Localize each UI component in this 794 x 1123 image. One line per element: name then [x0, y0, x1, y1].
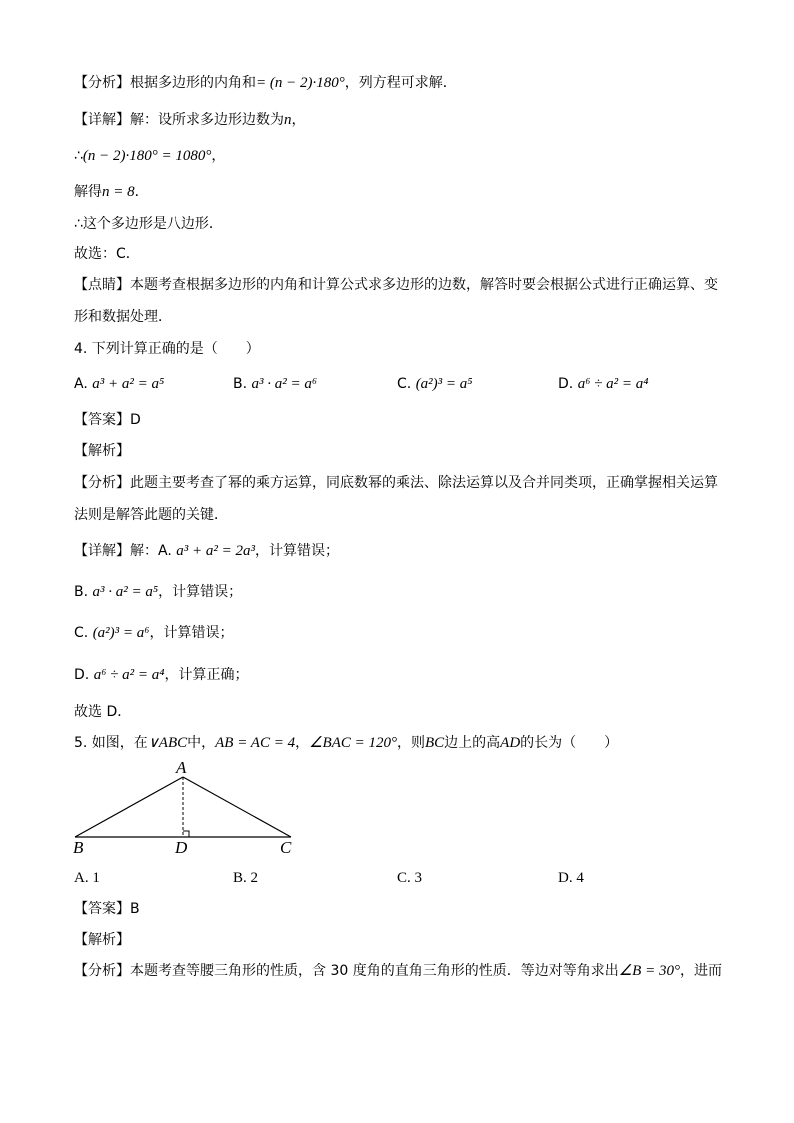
label-c: C: [280, 838, 292, 857]
angle-bac-condition: ∠BAC = 120°: [309, 735, 397, 751]
detail-4-c-verdict: ，计算错误；: [149, 625, 234, 641]
angle-sum-formula: = (n − 2)·180°: [256, 75, 345, 91]
explanation-5: 【解析】: [74, 932, 130, 948]
explanation-4: 【解析】: [74, 443, 130, 459]
analysis-4-line-1: [74, 473, 718, 493]
triangle-name: ∨ABC: [147, 735, 188, 751]
analysis-4-text: 此题主要考查了幂的乘方运算，同底数幂的乘法、除法运算以及合并同类项，正确掌握相关运算: [130, 475, 718, 491]
q4-option-c-expr: (a²)³ = a⁵: [415, 376, 473, 392]
q4-option-d: D. a⁶ ÷ a² = a⁴: [558, 376, 649, 392]
q5-option-c: C. 3: [397, 870, 423, 886]
detail-4-b: B. a³ · a² = a⁵，计算错误；: [74, 584, 243, 600]
analysis-5-text: 本题考查等腰三角形的性质，含 30 度角的直角三角形的性质．等边对等角求出: [130, 963, 619, 979]
solve-equation: n = 8: [102, 184, 135, 200]
analysis-5-tag: 【分析】: [74, 963, 130, 979]
equation-end: ，: [211, 148, 226, 164]
analysis-line-1: [74, 73, 457, 93]
q5-option-d: D. 4: [558, 870, 584, 886]
conclusion-line: ∴这个多边形是八边形．: [74, 216, 223, 232]
comment-tag: 【点睛】: [74, 277, 130, 293]
analysis-5-line: [74, 961, 722, 981]
question-5: 5. 如图，在∨ABC中，AB = AC = 4，∠BAC = 120°，则BC边上的高AD的长为（ ）: [74, 735, 619, 751]
analysis-4-line-2: 法则是解答此题的关键．: [74, 507, 228, 523]
detail-4-a-expr: a³ + a² = 2a³: [176, 543, 255, 559]
detail-tag: 【详解】: [74, 112, 130, 128]
analysis-4-tag: 【分析】: [74, 475, 130, 491]
comment-text: 本题考查根据多边形的内角和计算公式求多边形的边数，解答时要会根据公式进行正确运算、变: [130, 277, 718, 293]
height-ad: AD: [500, 735, 521, 751]
detail-4-b-verdict: ，计算错误；: [158, 584, 243, 600]
detail-4-c: C. (a²)³ = a⁶，计算错误；: [74, 625, 234, 641]
detail-4-d-expr: a⁶ ÷ a² = a⁴: [93, 667, 165, 683]
detail-text: 解：设所求多边形边数为: [130, 112, 284, 128]
side-ab-line: [75, 777, 183, 837]
choose-line-1: 故选：C．: [74, 246, 140, 262]
q4-option-b: B. a³ · a² = a⁶: [233, 376, 318, 392]
q4-option-c: C. (a²)³ = a⁵: [397, 376, 473, 392]
analysis-tag: 【分析】: [74, 75, 130, 91]
equation-line: [74, 146, 225, 166]
analysis-5-end: ，进而: [679, 963, 722, 979]
n-variable: n: [284, 112, 292, 128]
choose-line-4: 故选 D．: [74, 704, 132, 720]
detail-4-d: D. a⁶ ÷ a² = a⁴，计算正确；: [74, 667, 249, 683]
side-bc: BC: [425, 735, 445, 751]
equation: (n − 2)·180° = 1080°: [82, 148, 212, 164]
label-b: B: [73, 838, 84, 857]
comment-line-2: 形和数据处理．: [74, 309, 172, 325]
angle-b-value: ∠B = 30°: [618, 963, 680, 979]
detail-4-tag: 【详解】: [74, 543, 130, 559]
q4-option-a-expr: a³ + a² = a⁵: [92, 376, 165, 392]
label-d: D: [175, 838, 188, 857]
analysis-text: 根据多边形的内角和: [130, 75, 256, 91]
detail-4-b-expr: a³ · a² = a⁵: [92, 584, 159, 600]
solve-line: [74, 182, 149, 202]
detail-4-prefix: 解：A.: [130, 543, 172, 559]
solve-prefix: 解得: [74, 184, 102, 200]
right-angle-mark: [183, 831, 189, 837]
comma: ，: [291, 112, 306, 128]
detail-4-a-verdict: ，计算错误；: [254, 543, 339, 559]
q4-option-b-expr: a³ · a² = a⁶: [251, 376, 318, 392]
analysis-end: ，列方程可求解．: [344, 75, 457, 91]
q4-option-d-expr: a⁶ ÷ a² = a⁴: [577, 376, 649, 392]
detail-line-1: [74, 110, 306, 130]
q4-option-a: A. a³ + a² = a⁵: [74, 376, 165, 392]
q5-option-a: A. 1: [74, 870, 100, 886]
therefore-symbol: ∴: [74, 148, 83, 164]
ab-ac-condition: AB = AC = 4: [215, 735, 296, 751]
detail-4-d-verdict: ，计算正确；: [164, 667, 249, 683]
answer-4: 【答案】D: [74, 412, 141, 428]
label-a: A: [176, 758, 187, 777]
solve-end: ．: [134, 184, 149, 200]
answer-5: 【答案】B: [74, 901, 140, 917]
question-4: 4. 下列计算正确的是（ ）: [74, 341, 260, 357]
q5-option-b: B. 2: [233, 870, 259, 886]
detail-4-c-expr: (a²)³ = a⁶: [92, 625, 150, 641]
side-ac-line: [183, 777, 291, 837]
detail-4-a: [74, 541, 339, 561]
comment-line-1: [74, 275, 718, 295]
